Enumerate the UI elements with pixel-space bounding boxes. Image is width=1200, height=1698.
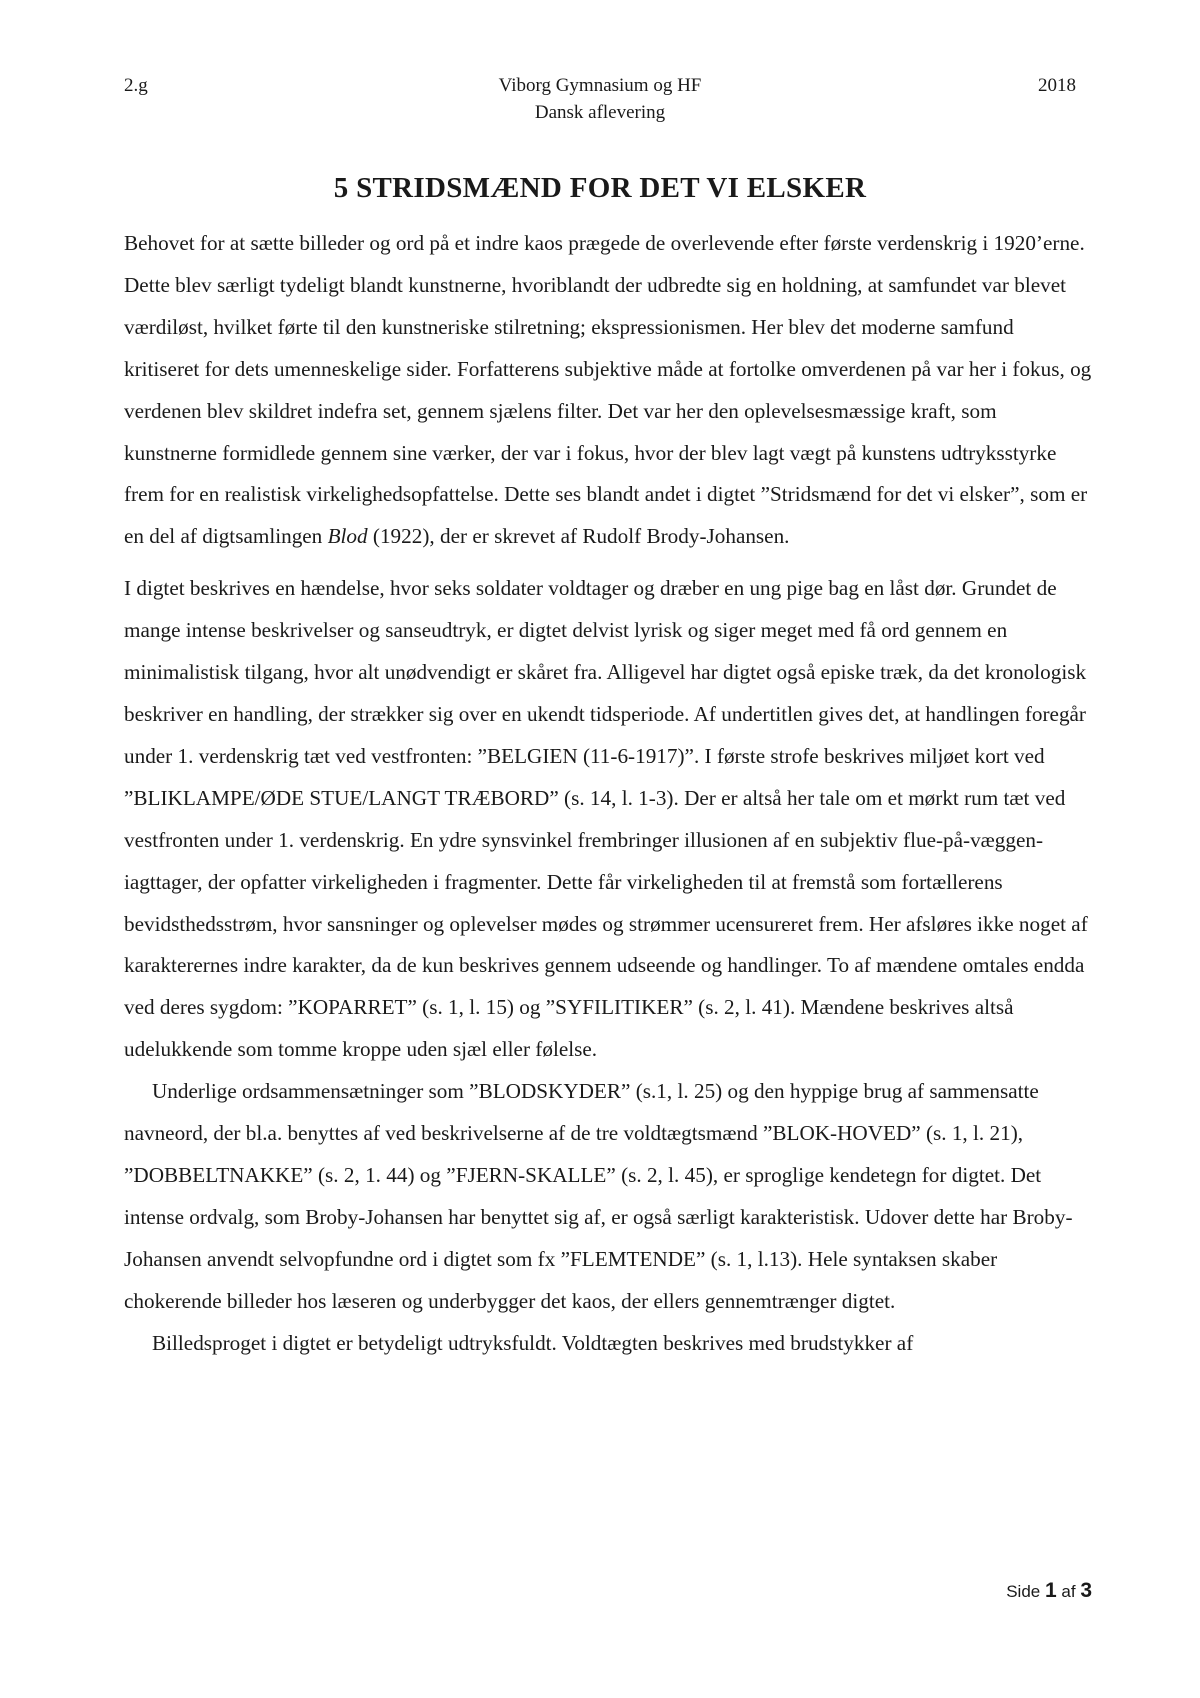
- footer-of-label: af: [1061, 1582, 1076, 1601]
- paragraph-intro: [124, 223, 1092, 558]
- footer-total-pages: 3: [1080, 1579, 1092, 1602]
- header-center: [124, 72, 1076, 126]
- page-header: [124, 72, 1076, 126]
- header-year: 2018: [1038, 75, 1076, 96]
- header-assignment-type: Dansk aflevering: [534, 102, 666, 123]
- paragraph-intro-text-b: (1922), der er skrevet af Rudolf Brody-Johansen.: [367, 524, 790, 549]
- paragraph-analysis: I digtet beskrives en hændelse, hvor seks soldater voldtager og dræber en ung pige bag en låst dør. Grundet de mange intense beskrivelser og sanseudtryk, er digtet delvist lyrisk og siger meget med få ord gennem en minimalistisk tilgang, hvor alt unødvendigt er skåret fra. Alligevel har digtet også episke træk, da det kronologisk beskriver en handling, der strækker sig over en ukendt tidsperiode. Af undertitlen gives det, at handlingen foregår under 1. verdenskrig tæt ved vestfronten: ”BELGIEN (11-6-1917)”. I første strofe beskrives miljøet kort ved ”BLIKLAMPE/ØDE STUE/LANGT TRÆBORD” (s. 14, l. 1-3). Der er altså her tale om et mørkt rum tæt ved vestfronten under 1. verdenskrig. En ydre synsvinkel frembringer illusionen af en subjektiv flue-på-væggen-iagttager, der opfatter virkeligheden i fragmenter. Dette får virkeligheden til at fremstå som fortællerens bevidsthedsstrøm, hvor sansninger og oplevelser mødes og strømmer ucensureret frem. Her afsløres ikke noget af karakterernes indre karakter, da de kun beskrives gennem udseende og handlinger. To af mændene omtales endda ved deres sygdom: ”KOPARRET” (s. 1, l. 15) og ”SYFILITIKER” (s. 2, l. 41). Mændene beskrives altså udelukkende som tomme kroppe uden sjæl eller følelse.: [124, 576, 1088, 1062]
- header-class-label: 2.g: [124, 75, 148, 96]
- document-body: [124, 223, 1092, 1364]
- paragraph-language: Underlige ordsammensætninger som ”BLODSKYDER” (s.1, l. 25) og den hyppige brug af sammensatte navneord, der bl.a. benyttes af ved beskrivelserne af de tre voldtægtsmænd ”BLOK-HOVED” (s. 1, l. 21), ”DOBBELTNAKKE” (s. 2, 1. 44) og ”FJERN-SKALLE” (s. 2, l. 45), er sproglige kendetegn for digtet. Det intense ordvalg, som Broby-Johansen har benyttet sig af, er også særligt karakteristisk. Udover dette har Broby-Johansen anvendt selvopfundne ord i digtet som fx ”FLEMTENDE” (s. 1, l.13). Hele syntaksen skaber chokerende billeder hos læseren og underbygger det kaos, der ellers gennemtrænger digtet.: [124, 1079, 1073, 1313]
- document-title: 5 STRIDSMÆND FOR DET VI ELSKER: [333, 172, 867, 204]
- footer-side-label: Side: [1006, 1582, 1041, 1601]
- footer-current-page: 1: [1044, 1579, 1057, 1602]
- header-school-name: Viborg Gymnasium og HF: [498, 75, 702, 96]
- paragraph-imagery: Billedsproget i digtet er betydeligt udtryksfuldt. Voldtægten beskrives med brudstykker af: [152, 1330, 914, 1355]
- page-number-footer: [1006, 1579, 1092, 1603]
- book-title-italic: Blod: [327, 524, 368, 549]
- paragraph-intro-text-a: Behovet for at sætte billeder og ord på et indre kaos prægede de overlevende efter første verdenskrig i 1920’erne. Dette blev særligt tydeligt blandt kunstnerne, hvoriblandt der udbredte sig en holdning, at samfundet var blevet værdiløst, hvilket førte til den kunstneriske stilretning; ekspressionismen. Her blev det moderne samfund kritiseret for dets umenneskelige sider. Forfatterens subjektive måde at fortolke omverdenen på var her i fokus, og verdenen blev skildret indefra set, gennem sjælens filter. Det var her den oplevelsesmæssige kraft, som kunstnerne formidlede gennem sine værker, der var i fokus, hvor der blev lagt vægt på kunstens udtryksstyrke frem for en realistisk virkelighedsopfattelse. Dette ses blandt andet i digtet ”Stridsmænd for det vi elsker”, som er en del af digtsamlingen: [124, 231, 1092, 549]
